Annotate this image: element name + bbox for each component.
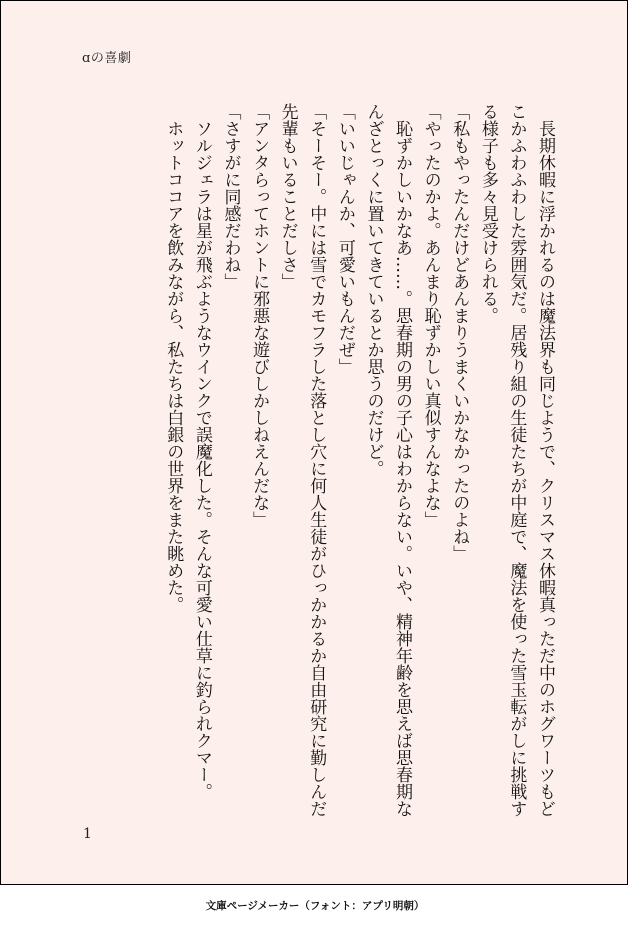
- page-number: 1: [83, 826, 92, 842]
- paragraph: 「さすがに同感だわね」: [220, 103, 241, 290]
- vertical-body-text: [159, 103, 559, 823]
- paragraph: ソルジェラは星が飛ぶようなウインクで誤魔化した。そんな可愛い仕草に釣られクマー。: [191, 120, 212, 800]
- page-header-title: ɑの喜劇: [82, 51, 132, 66]
- paragraph: 「アンタらってホントに邪悪な遊びしかしねえんだな」: [249, 103, 270, 528]
- paragraph: ホットココアを飲みながら、私たちは白銀の世界をまた眺めた。: [163, 120, 184, 613]
- paragraph: 「私もやったんだけどあんまりうまくいかなかったのよね」: [449, 103, 470, 562]
- paragraph: 「そーそー。中には雪でカモフラした落とし穴に何人生徒がひっかかるか自由研究に勤しんだ先輩もいることだしさ」: [277, 103, 327, 817]
- paragraph: 長期休暇に浮かれるのは魔法界も同じようで、クリスマス休暇真っただ中のホグワーツもどこかふわふわした雰囲気だ。居残り組の生徒たちが中庭で、魔法を使った雪玉転がしに挑戦する様子も多々見受けられる。: [477, 103, 555, 817]
- paragraph: 「やったのかよ。あんまり恥ずかしい真似すんなよな」: [420, 103, 441, 528]
- paragraph: 恥ずかしいかなあ……。思春期の男の子心はわからない。いや、精神年齢を思えば思春期なんざとっくに置いてきているとか思うのだけど。: [363, 103, 413, 817]
- footer-credit: 文庫ページメーカー（フォント：アプリ明朝）: [205, 900, 425, 912]
- paragraph: 「いいじゃんか、可愛いもんだぜ」: [334, 103, 355, 375]
